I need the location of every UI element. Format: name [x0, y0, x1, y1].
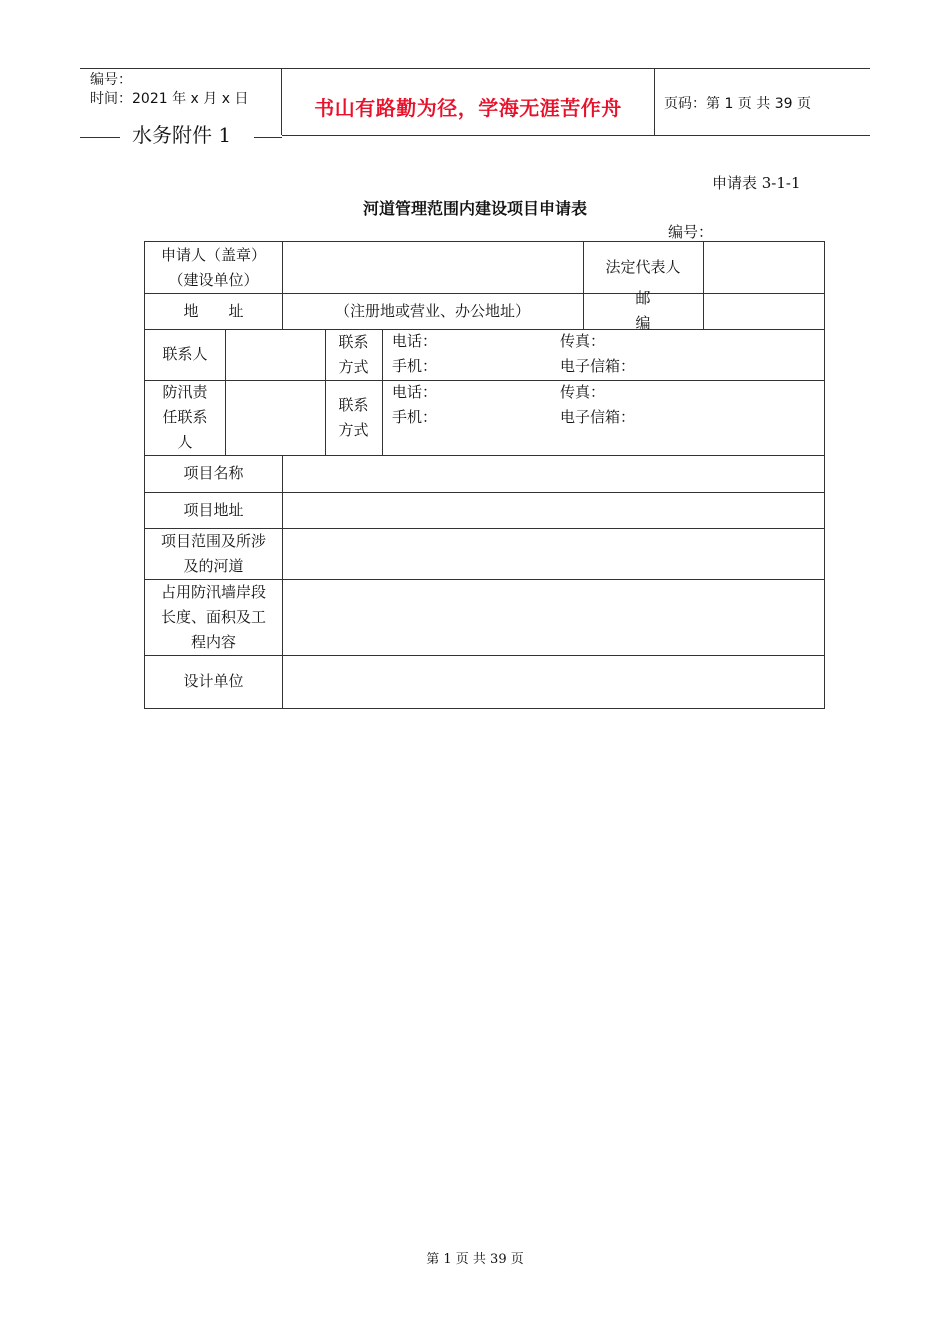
flood-mobile-label: 手机：: [392, 408, 438, 426]
flood-method-label: [325, 380, 382, 455]
contact-method-line2: 方式: [338, 357, 369, 376]
header-meta: [90, 71, 248, 109]
flood-phone-label: 电话：: [392, 383, 438, 401]
flood-contact-line1: 防汛责: [162, 383, 208, 401]
form-serial-label: 编号：: [668, 223, 714, 241]
address-label: [145, 293, 282, 329]
department-rule-right: [254, 137, 282, 138]
col-divider: [382, 329, 383, 455]
project-scope-label: [145, 528, 282, 579]
flood-contact-line3: 人: [177, 433, 193, 451]
flood-phone-group: [392, 380, 562, 455]
department-title: 水务附件 1: [132, 123, 232, 147]
header-top-rule: [80, 68, 870, 69]
form-number: 申请表 3-1-1: [712, 174, 801, 192]
applicant-label: [145, 242, 282, 293]
occupied-line3: 程内容: [190, 632, 236, 651]
applicant-label-line1: 申请人（盖章）: [160, 245, 266, 264]
flood-email-label: 电子信箱：: [560, 408, 636, 426]
contact-value[interactable]: [225, 329, 325, 380]
flood-fax-label: 传真：: [560, 383, 606, 401]
postcode-label-text: 邮编: [635, 289, 685, 332]
contact-method-label: [325, 329, 382, 380]
project-scope-value[interactable]: [282, 528, 824, 579]
department-rule-left: [80, 137, 120, 138]
application-table: [144, 241, 825, 709]
legal-rep-value[interactable]: [703, 242, 824, 293]
occupied-line2: 长度、面积及工: [160, 607, 266, 626]
header-serial-label: 编号：: [90, 72, 132, 88]
email-label: 电子信箱：: [560, 357, 636, 375]
flood-fax-group: [560, 380, 760, 455]
phone-label: 电话：: [392, 332, 438, 350]
flood-method-line1: 联系: [338, 395, 369, 414]
header-time: 时间：2021 年 x 月 x 日: [90, 91, 249, 107]
flood-contact-label: [145, 380, 225, 455]
header-page-info: 页码：第 1 页 共 39 页: [664, 96, 811, 112]
project-name-value[interactable]: [282, 455, 824, 492]
contact-phone-group: [392, 329, 562, 380]
applicant-value[interactable]: [282, 242, 583, 293]
contact-method-line1: 联系: [338, 332, 369, 351]
design-unit-value[interactable]: [282, 655, 824, 708]
flood-contact-line2: 任联系: [162, 408, 208, 426]
header-divider-right: [654, 68, 655, 135]
header-motto: 书山有路勤为径，学海无涯苦作舟: [314, 96, 622, 120]
project-scope-line2: 及的河道: [183, 556, 244, 575]
project-address-label: 项目地址: [183, 500, 244, 519]
occupied-floodwall-label: [145, 579, 282, 655]
occupied-line1: 占用防汛墙岸段: [160, 582, 266, 601]
address-hint[interactable]: （注册地或营业、办公地址）: [334, 301, 530, 320]
address-label-text: 地址: [183, 301, 274, 320]
applicant-label-line2: （建设单位）: [168, 270, 259, 289]
contact-fax-group: [560, 329, 760, 380]
flood-method-line2: 方式: [338, 420, 369, 439]
contact-label: 联系人: [162, 345, 208, 363]
fax-label: 传真：: [560, 332, 606, 350]
occupied-floodwall-value[interactable]: [282, 579, 824, 655]
project-address-value[interactable]: [282, 492, 824, 528]
form-title: 河道管理范围内建设项目申请表: [362, 199, 587, 218]
header-bottom-rule: [282, 135, 870, 136]
legal-rep-label: 法定代表人: [605, 258, 681, 276]
project-scope-line1: 项目范围及所涉: [160, 531, 266, 550]
page-footer: 第 1 页 共 39 页: [426, 1252, 524, 1267]
postcode-label: [583, 289, 703, 332]
mobile-label: 手机：: [392, 357, 438, 375]
flood-contact-value[interactable]: [225, 380, 325, 455]
project-name-label: 项目名称: [183, 464, 244, 482]
postcode-value[interactable]: [703, 293, 824, 329]
design-unit-label: 设计单位: [183, 672, 244, 690]
